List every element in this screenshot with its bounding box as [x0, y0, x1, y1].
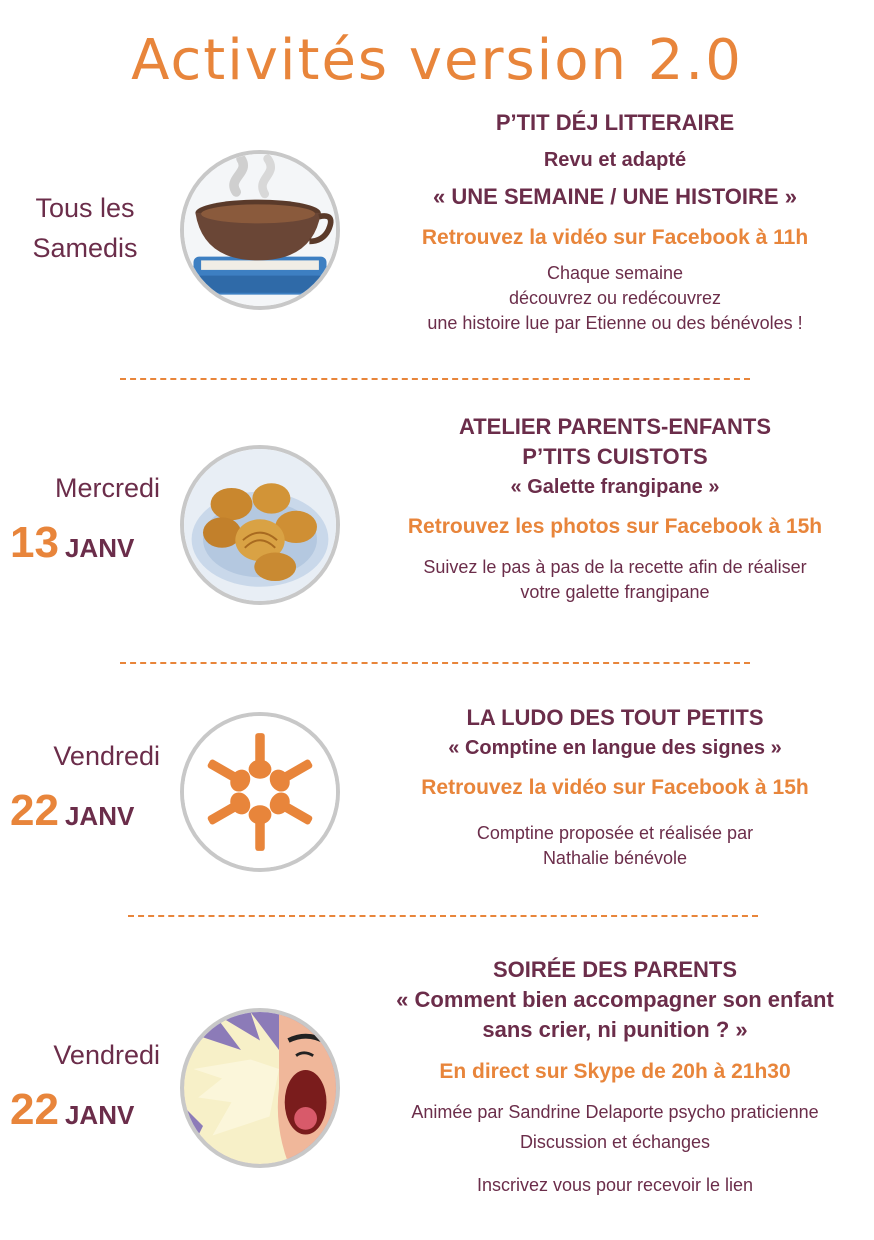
section-subtitle: « Comptine en langue des signes » — [448, 737, 782, 759]
section-title-1: ATELIER PARENTS-ENFANTS — [458, 414, 772, 439]
section-desc-1: Comptine proposée et réalisée par — [476, 823, 754, 843]
section-title: P’TIT DÉJ LITTERAIRE — [495, 110, 735, 135]
dashed-separator-2 — [120, 662, 750, 664]
section-desc-1: Animée par Sandrine Delaporte psycho praticienne — [411, 1102, 819, 1122]
date-number-line — [10, 518, 160, 568]
screaming-face-icon — [180, 1008, 340, 1168]
section-cta: En direct sur Skype de 20h à 21h30 — [439, 1060, 791, 1083]
date-day-name: Mercredi — [54, 473, 160, 503]
date-friday-ludo — [10, 738, 160, 836]
section-subtitle-2: « UNE SEMAINE / UNE HISTOIRE » — [433, 184, 797, 209]
date-wednesday — [10, 470, 160, 568]
section-soiree-parents — [365, 955, 865, 1198]
section-desc-1: Chaque semaine — [546, 263, 684, 283]
section-cta: Retrouvez les photos sur Facebook à 15h — [407, 515, 823, 538]
section-desc-2: découvrez ou redécouvrez — [508, 288, 722, 308]
section-title: SOIRÉE DES PARENTS — [492, 957, 738, 982]
date-number: 13 — [10, 518, 59, 567]
date-number: 22 — [10, 786, 59, 835]
date-friday-soiree — [10, 1037, 160, 1135]
section-subtitle: « Galette frangipane » — [510, 476, 720, 498]
dashed-separator-1 — [120, 378, 750, 380]
date-number: 22 — [10, 1085, 59, 1134]
date-month: JANV — [64, 533, 135, 563]
hands-circle-icon — [180, 712, 340, 872]
date-month: JANV — [64, 1100, 135, 1130]
section-subtitle-1: Revu et adapté — [543, 149, 687, 171]
section-desc-2: votre galette frangipane — [520, 582, 710, 602]
section-title-2: P’TITS CUISTOTS — [522, 444, 708, 469]
section-ludo — [365, 703, 865, 871]
page-title: Activités version 2.0 — [131, 28, 743, 93]
date-saturdays — [10, 188, 160, 268]
section-desc-3: Inscrivez vous pour recevoir le lien — [476, 1175, 754, 1195]
dashed-separator-3 — [128, 915, 758, 917]
section-ptits-cuistots — [365, 412, 865, 605]
date-month: JANV — [64, 801, 135, 831]
section-title: LA LUDO DES TOUT PETITS — [466, 705, 764, 730]
section-subtitle-2: sans crier, ni punition ? » — [482, 1017, 748, 1042]
section-desc-2: Nathalie bénévole — [542, 848, 688, 868]
section-desc-1: Suivez le pas à pas de la recette afin de réaliser — [423, 557, 807, 577]
date-line-1: Tous les — [35, 193, 135, 223]
date-day-name: Vendredi — [53, 741, 160, 771]
section-desc-2: Discussion et échanges — [519, 1132, 711, 1152]
galette-plate-icon — [180, 445, 340, 605]
section-desc-3: une histoire lue par Etienne ou des bénévoles ! — [427, 313, 803, 333]
date-line-2: Samedis — [32, 233, 138, 263]
section-ptit-dej — [365, 108, 865, 336]
date-day-name: Vendredi — [53, 1040, 160, 1070]
date-number-line — [10, 1085, 160, 1135]
date-number-line — [10, 786, 160, 836]
coffee-cup-on-book-icon — [180, 150, 340, 310]
section-cta: Retrouvez la vidéo sur Facebook à 11h — [421, 226, 809, 249]
section-subtitle-1: « Comment bien accompagner son enfant — [396, 987, 834, 1012]
section-cta: Retrouvez la vidéo sur Facebook à 15h — [421, 776, 809, 799]
